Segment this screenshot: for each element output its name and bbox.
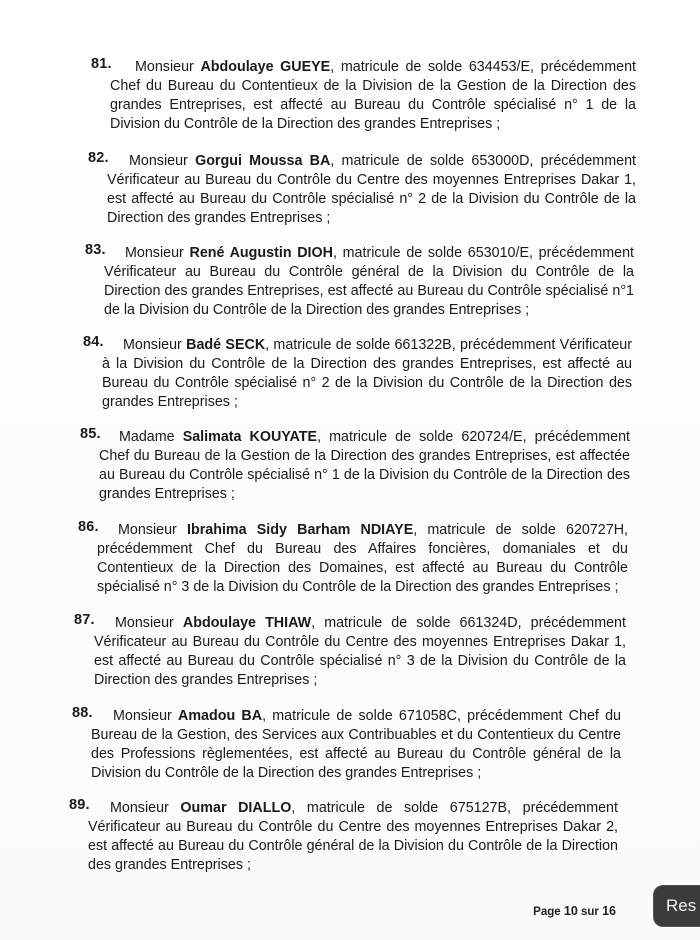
person-name: Gorgui Moussa BA [195,153,331,169]
item-text [107,152,636,228]
item-number: 89. [69,797,90,813]
item-description: , matricule de solde 653010/E, précédemment Vérificateur au Bureau du Contrôle général de la Division du Contrôle de la Direction des grandes Entreprises, est affecté au Bureau du Contrôle spécialisé n°1 de la Division du Contrôle de la Direction des grandes Entreprises ; [104,245,634,318]
item-description: , matricule de solde 675127B, précédemment Vérificateur au Bureau du Contrôle du Centre des moyennes Entreprises Dakar 2, est affecté au Bureau du Contrôle général de la Division du Contrôle de la Direction des grandes Entreprises ; [88,800,618,873]
person-name: Abdoulaye GUEYE [200,59,331,75]
item-number: 81. [91,56,112,72]
item-number: 84. [83,334,104,350]
item-title: Madame [119,429,175,445]
item-number: 88. [72,705,93,721]
item-description: , matricule de solde 661322B, précédemment Vérificateur à la Division du Contrôle de la Direction des grandes Entreprises, est affecté au Bureau du Contrôle spécialisé n° 2 de la Division du Contrôle de la Direction des grandes Entreprises ; [102,337,632,410]
item-title: Monsieur [135,59,194,75]
item-title: Monsieur [118,522,177,538]
item-text [102,336,632,412]
item-number: 85. [80,426,101,442]
person-name: Badé SECK [186,337,266,353]
item-title: Monsieur [129,153,188,169]
page-word: Page [533,906,561,918]
person-name: René Augustin DIOH [189,245,333,261]
item-text [88,799,618,875]
total-pages: 16 [602,904,616,918]
item-text [94,614,626,690]
person-name: Amadou BA [178,708,263,724]
item-description: , matricule de solde 653000D, précédemment Vérificateur au Bureau du Contrôle du Centre des moyennes Entreprises Dakar 1, est affecté au Bureau du Contrôle spécialisé n° 2 de la Division du Contrôle de la Direction des grandes Entreprises ; [107,153,636,226]
item-number: 83. [85,242,106,258]
item-description: , matricule de solde 671058C, précédemment Chef du Bureau de la Gestion, des Services aux Contribuables et du Contentieux du Centre des Professions règlementées, est affecté au Bureau du Contrôle général de la Division du Contrôle de la Direction des grandes Entreprises ; [91,708,621,781]
item-text [110,58,636,134]
item-text [97,521,628,597]
item-description: , matricule de solde 661324D, précédemment Vérificateur au Bureau du Contrôle du Centre des moyennes Entreprises Dakar 1, est affecté au Bureau du Contrôle spécialisé n° 3 de la Division du Contrôle de la Direction des grandes Entreprises ; [94,615,626,688]
item-number: 82. [88,150,109,166]
item-title: Monsieur [113,708,172,724]
person-name: Ibrahima Sidy Barham NDIAYE [187,522,414,538]
person-name: Abdoulaye THIAW [182,615,312,631]
item-title: Monsieur [110,800,169,816]
item-title: Monsieur [125,245,184,261]
item-number: 86. [78,519,99,535]
page-number [533,904,616,918]
person-name: Salimata KOUYATE [182,429,318,445]
current-page: 10 [563,904,578,918]
person-name: Oumar DIALLO [180,800,292,816]
item-number: 87. [74,612,95,628]
item-text [91,707,621,783]
item-description: , matricule de solde 620724/E, précédemment Chef du Bureau de la Gestion de la Direction des grandes Entreprises, est affectée au Bureau du Contrôle spécialisé n° 1 de la Division du Contrôle de la Direction des grandes Entreprises ; [99,429,630,502]
item-text [104,244,634,320]
item-title: Monsieur [123,337,182,353]
reset-button[interactable]: Res [654,886,700,926]
item-description: , matricule de solde 620727H, précédemment Chef du Bureau des Affaires foncières, domaniales et du Contentieux de la Direction des Domaines, est affecté au Bureau du Contrôle spécialisé n° 3 de la Division du Contrôle de la Direction des grandes Entreprises ; [97,522,628,595]
of-word: sur [580,906,599,918]
item-description: , matricule de solde 634453/E, précédemment Chef du Bureau du Contentieux de la Division de la Gestion de la Direction des grandes Entreprises, est affecté au Bureau du Contrôle spécialisé n° 1 de la Division du Contrôle de la Direction des grandes Entreprises ; [110,59,636,132]
item-text [99,428,630,504]
item-title: Monsieur [115,615,174,631]
